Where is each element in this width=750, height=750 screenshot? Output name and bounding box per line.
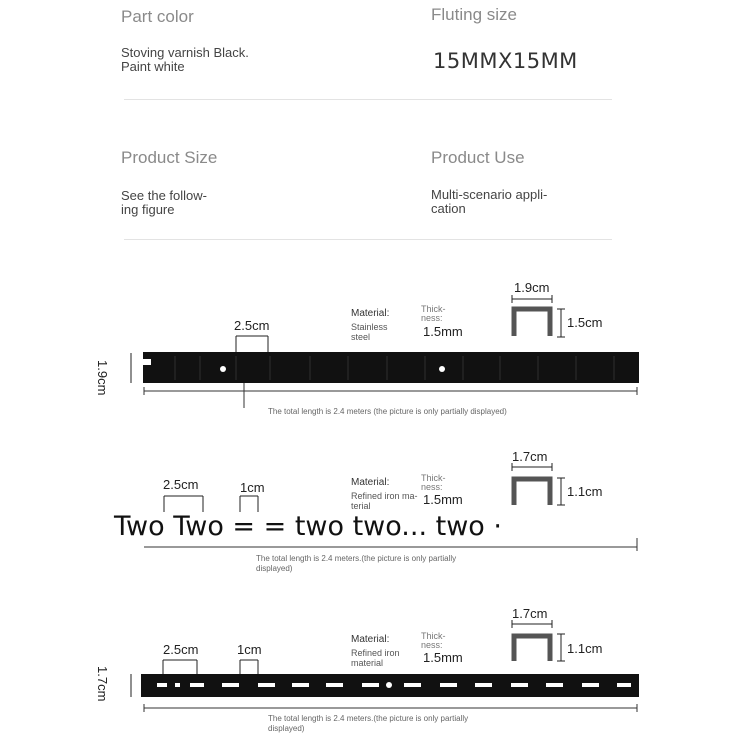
rail3-hole-spacing-label: 2.5cm	[163, 642, 199, 657]
product-use-value: Multi-scenario appli- cation	[431, 187, 548, 216]
rail3-material-label: Material:	[351, 634, 390, 645]
rail2-material-value: Refined iron ma- terial	[351, 491, 418, 511]
rail2-hole-spacing-label: 2.5cm	[163, 477, 199, 492]
rail2-profile-width-label: 1.7cm	[512, 449, 548, 464]
rail2-thickness-label: Thick- ness:	[421, 473, 446, 492]
rail1-profile-width-label: 1.9cm	[514, 280, 550, 295]
rail1-material-label: Material:	[351, 308, 390, 319]
rail3-height-label: 1.7cm	[95, 666, 110, 702]
rail1-height-label: 1.9cm	[95, 360, 110, 396]
product-size-label: Product Size	[121, 148, 218, 167]
rail2-thickness-value: 1.5mm	[423, 492, 463, 507]
rail3-slot-width-label: 1cm	[237, 642, 262, 657]
rail1-length-note: The total length is 2.4 meters (the picture is only partially displayed)	[268, 407, 507, 416]
rail3-material-value: Refined iron material	[351, 648, 400, 668]
rail3-screw-hole	[386, 682, 392, 688]
fluting-size-label: Fluting size	[431, 5, 517, 24]
fluting-size-value: 15MMX15MM	[433, 49, 578, 73]
rail2-profile-height-label: 1.1cm	[567, 484, 603, 499]
rail3-profile-shape	[514, 636, 550, 661]
rail1-profile-height-label: 1.5cm	[567, 315, 603, 330]
rail3-length-note: The total length is 2.4 meters.(the picture is only partially displayed)	[268, 714, 469, 733]
product-size-value: See the follow- ing figure	[121, 188, 207, 217]
rail2-slot-width-label: 1cm	[240, 480, 265, 495]
rail1-thickness-value: 1.5mm	[423, 324, 463, 339]
rail3-profile-height-label: 1.1cm	[567, 641, 603, 656]
rail3-length-line	[144, 704, 637, 712]
rail3-profile-width-label: 1.7cm	[512, 606, 548, 621]
product-use-label: Product Use	[431, 148, 525, 167]
rail1-material-value: Stainless steel	[351, 322, 388, 342]
rail1-thickness-label: Thick- ness:	[421, 304, 446, 323]
rail2-length-note: The total length is 2.4 meters.(the picture is only partially displayed)	[256, 554, 457, 573]
rail3-thickness-label: Thick- ness:	[421, 631, 446, 650]
rail2-overlay-text: Two Two = = two two... two ·	[114, 511, 502, 542]
rail2-material-label: Material:	[351, 477, 390, 488]
rail1-hole-spacing-label: 2.5cm	[234, 318, 270, 333]
part-color-value: Stoving varnish Black. Paint white	[121, 45, 249, 74]
rail3-spacing-bracket	[163, 660, 258, 676]
part-color-label: Part color	[121, 7, 194, 26]
rail3-thickness-value: 1.5mm	[423, 650, 463, 665]
